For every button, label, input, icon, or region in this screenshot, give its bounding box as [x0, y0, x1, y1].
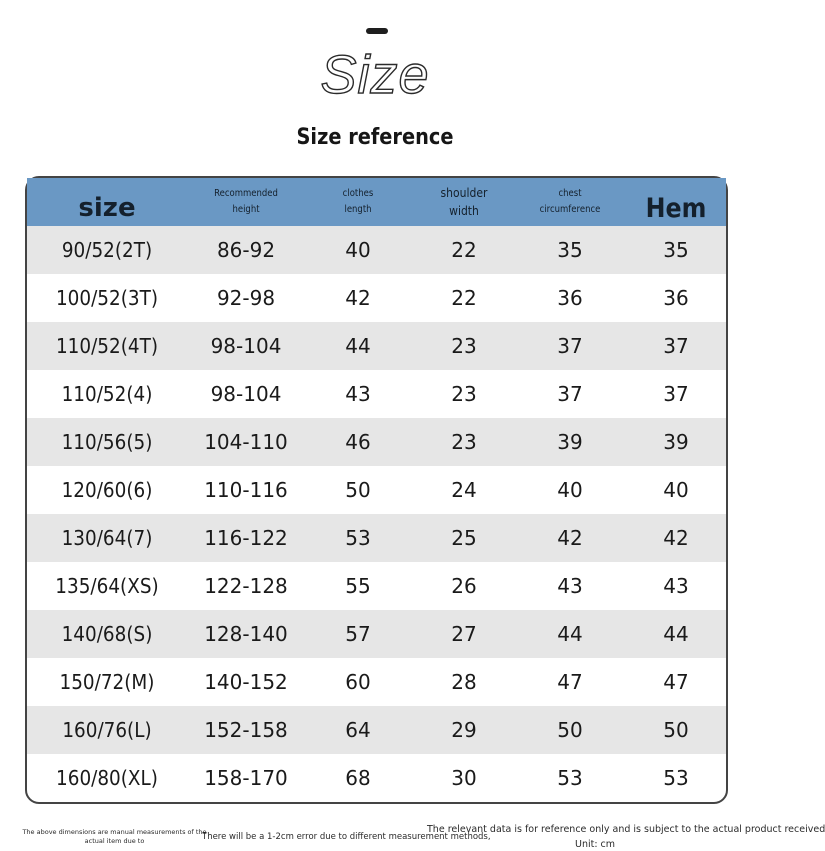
cell-chest: 37 — [557, 382, 583, 406]
table-row — [27, 514, 726, 562]
footnote-reference: The relevant data is for reference only and is subject to the actual product received — [427, 824, 825, 835]
table-row — [27, 754, 726, 802]
cell-shoulder: 29 — [451, 718, 477, 742]
cell-chest: 43 — [557, 574, 583, 598]
cell-chest: 40 — [557, 478, 583, 502]
cell-chest: 47 — [557, 670, 583, 694]
cell-size: 130/64(7) — [61, 526, 153, 550]
cell-length: 50 — [345, 478, 371, 502]
cell-length: 55 — [345, 574, 371, 598]
cell-height: 152-158 — [204, 718, 288, 742]
cell-size: 140/68(S) — [61, 622, 153, 646]
cell-shoulder: 24 — [451, 478, 477, 502]
cell-height: 110-116 — [204, 478, 288, 502]
cell-size: 150/72(M) — [59, 670, 155, 694]
cell-size: 120/60(6) — [61, 478, 153, 502]
cell-shoulder: 22 — [451, 286, 477, 310]
size-table — [25, 176, 728, 804]
cell-chest: 50 — [557, 718, 583, 742]
cell-length: 53 — [345, 526, 371, 550]
cell-hem: 37 — [663, 382, 689, 406]
cell-size: 110/52(4T) — [55, 334, 159, 358]
cell-hem: 47 — [663, 670, 689, 694]
cell-hem: 35 — [663, 238, 689, 262]
cell-size: 90/52(2T) — [61, 238, 153, 262]
cell-height: 116-122 — [204, 526, 288, 550]
table-row — [27, 706, 726, 754]
table-row — [27, 370, 726, 418]
cell-length: 68 — [345, 766, 371, 790]
table-row — [27, 418, 726, 466]
table-row — [27, 658, 726, 706]
table-row — [27, 226, 726, 274]
cell-size: 160/80(XL) — [56, 766, 158, 790]
column-header-shoulder-width: shoulder width — [440, 186, 488, 218]
cell-height: 122-128 — [204, 574, 288, 598]
cell-length: 44 — [345, 334, 371, 358]
cell-length: 60 — [345, 670, 371, 694]
table-row — [27, 466, 726, 514]
cell-size: 135/64(XS) — [55, 574, 159, 598]
cell-height: 92-98 — [216, 286, 276, 310]
cell-height: 158-170 — [204, 766, 288, 790]
cell-shoulder: 28 — [451, 670, 477, 694]
cell-height: 104-110 — [204, 430, 288, 454]
column-header-chest-circumference: chest circumference — [539, 188, 601, 215]
footnote-error: There will be a 1-2cm error due to different measurement methods, — [202, 832, 491, 842]
cell-shoulder: 22 — [451, 238, 477, 262]
cell-hem: 36 — [663, 286, 689, 310]
footnote-measurement: The above dimensions are manual measurements of the actual item due to — [22, 828, 207, 845]
cell-chest: 35 — [557, 238, 583, 262]
column-header-size: size — [78, 193, 136, 223]
table-row — [27, 610, 726, 658]
cell-shoulder: 26 — [451, 574, 477, 598]
cell-length: 40 — [345, 238, 371, 262]
cell-size: 100/52(3T) — [55, 286, 159, 310]
cell-shoulder: 25 — [451, 526, 477, 550]
cell-hem: 37 — [663, 334, 689, 358]
column-header-clothes-length: clothes length — [342, 188, 374, 215]
table-row — [27, 274, 726, 322]
cell-chest: 39 — [557, 430, 583, 454]
cell-hem: 39 — [663, 430, 689, 454]
cell-hem: 42 — [663, 526, 689, 550]
cell-length: 42 — [345, 286, 371, 310]
cell-height: 140-152 — [204, 670, 288, 694]
cell-hem: 53 — [663, 766, 689, 790]
cell-shoulder: 30 — [451, 766, 477, 790]
cell-chest: 37 — [557, 334, 583, 358]
cell-length: 64 — [345, 718, 371, 742]
cell-chest: 36 — [557, 286, 583, 310]
top-tab-mark — [366, 28, 388, 34]
table-header-row — [27, 178, 726, 226]
cell-length: 46 — [345, 430, 371, 454]
page-subtitle: Size reference — [296, 125, 454, 150]
cell-shoulder: 23 — [451, 334, 477, 358]
table-row — [27, 562, 726, 610]
cell-length: 43 — [345, 382, 371, 406]
cell-shoulder: 23 — [451, 430, 477, 454]
cell-chest: 53 — [557, 766, 583, 790]
cell-height: 86-92 — [216, 238, 276, 262]
column-header-hem: Hem — [645, 192, 707, 224]
footnote-unit: Unit: cm — [575, 839, 616, 850]
cell-height: 128-140 — [204, 622, 288, 646]
cell-size: 110/56(5) — [61, 430, 153, 454]
page-title: Size — [320, 45, 430, 105]
cell-height: 98-104 — [210, 382, 282, 406]
table-row — [27, 322, 726, 370]
cell-hem: 44 — [663, 622, 689, 646]
cell-height: 98-104 — [210, 334, 282, 358]
cell-size: 110/52(4) — [61, 382, 153, 406]
cell-chest: 44 — [557, 622, 583, 646]
cell-hem: 40 — [663, 478, 689, 502]
cell-hem: 43 — [663, 574, 689, 598]
cell-chest: 42 — [557, 526, 583, 550]
column-header-recommended-height: Recommended height — [214, 188, 278, 215]
cell-length: 57 — [345, 622, 371, 646]
cell-shoulder: 23 — [451, 382, 477, 406]
cell-shoulder: 27 — [451, 622, 477, 646]
cell-hem: 50 — [663, 718, 689, 742]
cell-size: 160/76(L) — [62, 718, 152, 742]
